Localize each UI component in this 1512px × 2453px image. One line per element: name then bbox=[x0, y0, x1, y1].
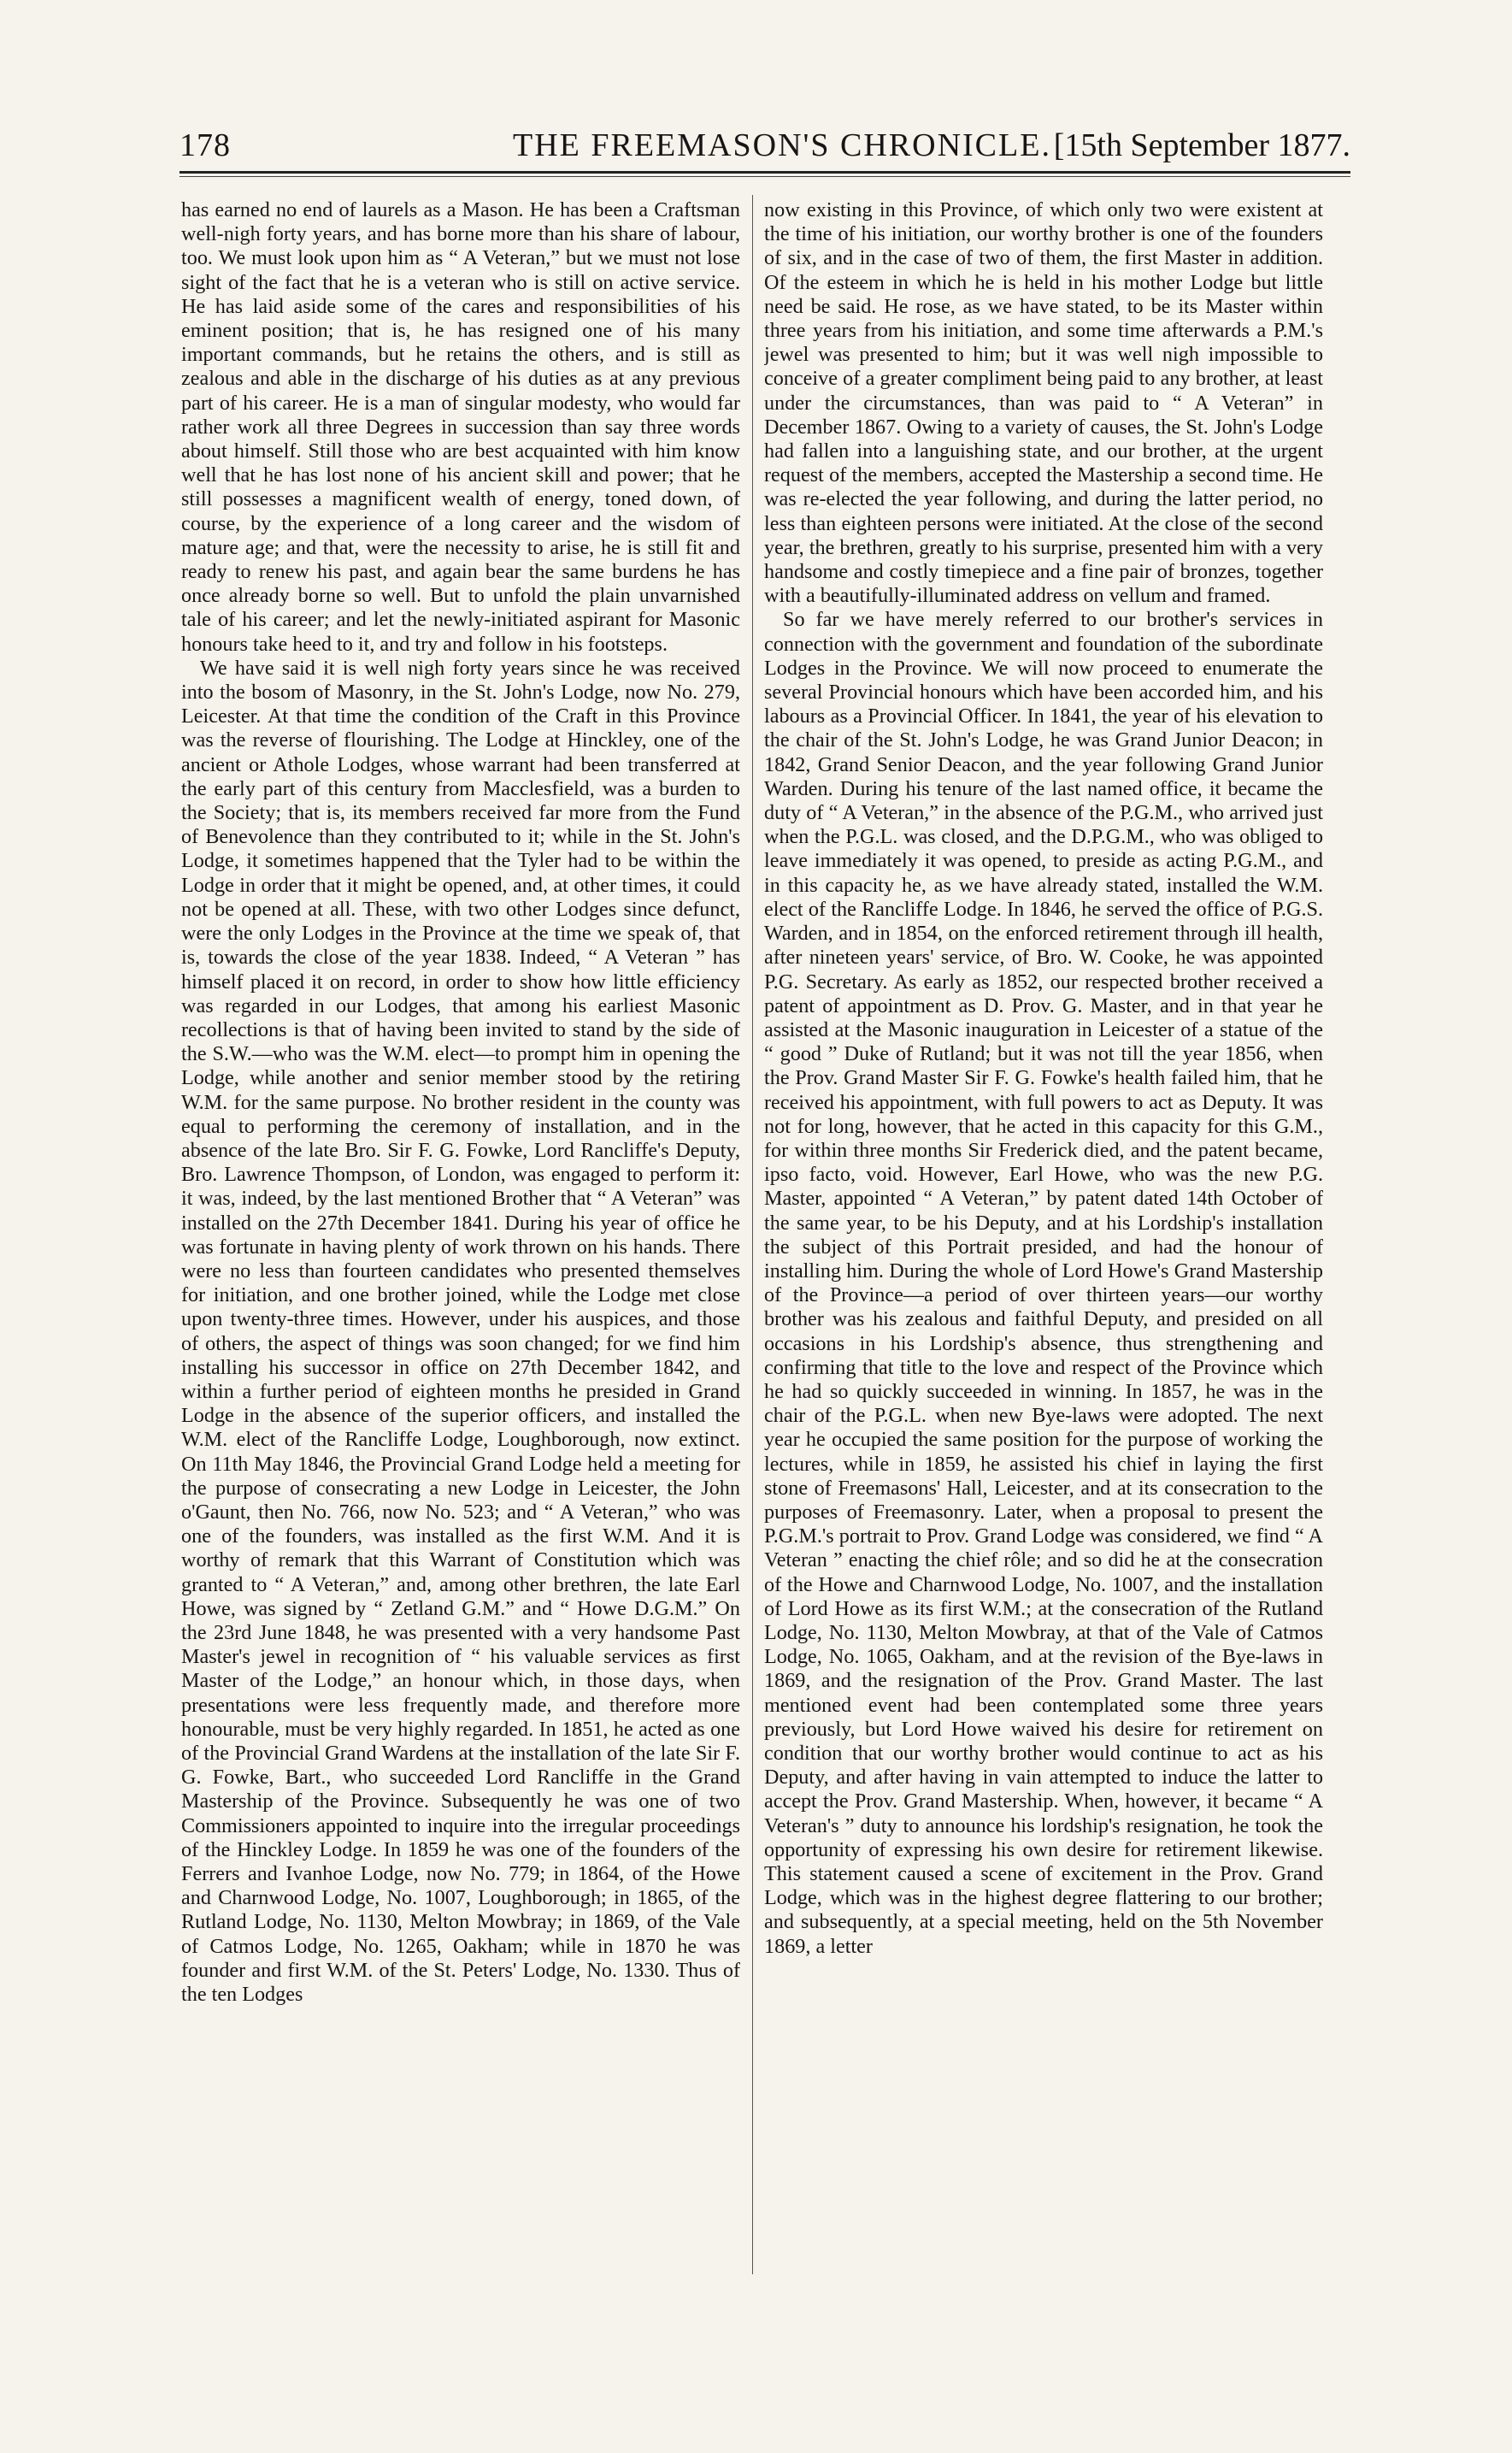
right-paragraph-1: now existing in this Province, of which only two were existent at the time of his initiation, our worthy brother is one of the founders of six, and in the case of two of them, the first Master in addition. Of the esteem in which he is held in his mother Lodge but little need be said. He rose, as we have stated, to be its Master within three years from his initiation, and some time afterwards a P.M.'s jewel was presented to him; but it was well nigh impossible to conceive of a greater compliment being paid to any brother, at least under the circumstances, than was paid to “ A Veteran” in December 1867. Owing to a variety of causes, the St. John's Lodge had fallen into a languishing state, and our brother, at the urgent request of the members, accepted the Mastership a second time. He was re-elected the year following, and during the latter period, no less than eighteen persons were initiated. At the close of the second year, the brethren, greatly to his surprise, presented him with a very handsome and costly timepiece and a fine pair of bronzes, together with a beautifully-illuminated address on vellum and framed. bbox=[764, 198, 1323, 608]
right-column bbox=[764, 198, 1323, 2267]
left-paragraph-1: has earned no end of laurels as a Mason. He has been a Craftsman well-nigh forty years, and has borne more than his share of labour, too. We must look upon him as “ A Veteran,” but we must not lose sight of the fact that he is a veteran who is still on active service. He has laid aside some of the cares and responsibilities of his eminent position; that is, he has resigned one of his many important commands, but he retains the others, and is still as zealous and able in the discharge of his duties as at any previous part of his career. He is a man of singular modesty, who would far rather work all three Degrees in succession than say three words about himself. Still those who are best acquainted with him know well that he has lost none of his ancient skill and power; that he still possesses a magnificent wealth of energy, toned down, of course, by the experience of a long career and the wisdom of mature age; and that, were the necessity to arise, he is still fit and ready to renew his past, and again bear the same burdens he has once already borne so well. But to unfold the plain unvarnished tale of his career; and let the newly-initiated aspirant for Masonic honours take heed to it, and try and follow in his footsteps. bbox=[181, 198, 740, 656]
page-number: 178 bbox=[179, 127, 231, 163]
page-header bbox=[179, 125, 1350, 166]
masthead-title: THE FREEMASON'S CHRONICLE. bbox=[513, 127, 1051, 163]
header-rule bbox=[179, 171, 1350, 174]
header-rule-thin bbox=[179, 176, 1350, 177]
right-paragraph-2: So far we have merely referred to our brother's services in connection with the government and foundation of the subordinate Lodges in the Province. We will now proceed to enumerate the several Provincial honours which have been accorded him, and his labours as a Provincial Officer. In 1841, the year of his elevation to the chair of the St. John's Lodge, he was Grand Junior Deacon; in 1842, Grand Senior Deacon, and the year following Grand Junior Warden. During his tenure of the last named office, it became the duty of “ A Veteran,” in the absence of the P.G.M., who arrived just when the P.G.L. was closed, and the D.P.G.M., who was obliged to leave immediately it was opened, to preside as acting P.G.M., and in this capacity he, as we have already stated, installed the W.M. elect of the Rancliffe Lodge. In 1846, he served the office of P.G.S. Warden, and in 1854, on the enforced retirement through ill health, after nineteen years' service, of Bro. W. Cooke, he was appointed P.G. Secretary. As early as 1852, our respected brother received a patent of appointment as D. Prov. G. Master, and in that year he assisted at the Masonic inauguration in Leicester of a statue of the “ good ” Duke of Rutland; but it was not till the year 1856, when the Prov. Grand Master Sir F. G. Fowke's health failed him, that he received his appointment, with full powers to act as Deputy. It was not for long, however, that he acted in this capacity for this G.M., for within three months Sir Frederick died, and the patent became, ipso facto, void. However, Earl Howe, who was the new P.G. Master, appointed “ A Veteran,” by patent dated 14th October of the same year, to be his Deputy, and at his Lordship's installation the subject of this Portrait presided, and had the honour of installing him. During the whole of Lord Howe's Grand Mastership of the Province—a period of over thirteen years—our worthy brother was his zealous and faithful Deputy, and presided on all occasions in his Lordship's absence, thus strengthening and confirming that title to the love and respect of the Province which he had so quickly succeeded in winning. In 1857, he was in the chair of the P.G.L. when new Bye-laws were adopted. The next year he occupied the same position for the purpose of working the lectures, while in 1859, he assisted his chief in laying the first stone of Freemasons' Hall, Leicester, and at its consecration to the purposes of Freemasonry. Later, when a proposal to present the P.G.M.'s portrait to Prov. Grand Lodge was considered, we find “ A Veteran ” enacting the chief rôle; and so did he at the consecration of the Howe and Charnwood Lodge, No. 1007, and the installation of Lord Howe as its first W.M.; at the consecration of the Rutland Lodge, No. 1130, Melton Mowbray, at that of the Vale of Catmos Lodge, No. 1065, Oakham, and at the revision of the Bye-laws in 1869, and the resignation of the Prov. Grand Master. The last mentioned event had been contemplated some three years previously, but Lord Howe waived his desire for retirement on condition that our worthy brother would continue to act as his Deputy, and after having in vain attempted to induce the latter to accept the Prov. Grand Mastership. When, however, it became “ A Veteran's ” duty to announce his lordship's resignation, he took the opportunity of expressing his own desire for retirement likewise. This statement caused a scene of excitement in the Prov. Grand Lodge, which was in the highest degree flattering to our brother; and subsequently, at a special meeting, held on the 5th November 1869, a letter bbox=[764, 608, 1323, 1958]
issue-date: [15th September 1877. bbox=[1053, 127, 1350, 163]
left-paragraph-2: We have said it is well nigh forty years since he was received into the bosom of Masonry, in the St. John's Lodge, now No. 279, Leicester. At that time the condition of the Craft in this Province was the reverse of flourishing. The Lodge at Hinckley, one of the ancient or Athole Lodges, whose warrant had been transferred at the early part of this century from Macclesfield, was a burden to the Society; that is, its members received far more from the Fund of Benevolence than they contributed to it; while in the St. John's Lodge, it sometimes happened that the Tyler had to be within the Lodge in order that it might be opened, and, at other times, it could not be opened at all. These, with two other Lodges since defunct, were the only Lodges in the Province at the time we speak of, that is, towards the close of the year 1838. Indeed, “ A Veteran ” has himself placed it on record, in order to show how little efficiency was regarded in our Lodges, that among his earliest Masonic recollections is that of having been invited to stand by the side of the S.W.—who was the W.M. elect—to prompt him in opening the Lodge, while another and senior member stood by the retiring W.M. for the same purpose. No brother resident in the county was equal to performing the ceremony of installation, and in the absence of the late Bro. Sir F. G. Fowke, Lord Rancliffe's Deputy, Bro. Lawrence Thompson, of London, was engaged to perform it: it was, indeed, by the last mentioned Brother that “ A Veteran” was installed on the 27th December 1841. During his year of office he was fortunate in having plenty of work thrown on his hands. There were no less than fourteen candidates who presented themselves for initiation, and one brother joined, while the Lodge met close upon twenty-three times. However, under his auspices, and those of others, the aspect of things was soon changed; for we find him installing his successor in office on 27th December 1842, and within a further period of eighteen months he presided in Grand Lodge in the absence of the superior officers, and installed the W.M. elect of the Rancliffe Lodge, Loughborough, now extinct. On 11th May 1846, the Provincial Grand Lodge held a meeting for the purpose of consecrating a new Lodge in Leicester, the John o'Gaunt, then No. 766, now No. 523; and “ A Veteran,” who was one of the founders, was installed as the first W.M. And it is worthy of remark that this Warrant of Constitution which was granted to “ A Veteran,” and, among other brethren, the late Earl Howe, was signed by “ Zetland G.M.” and “ Howe D.G.M.” On the 23rd June 1848, he was presented with a very handsome Past Master's jewel in recognition of “ his valuable services as first Master of the Lodge,” an honour which, in those days, when presentations were less frequently made, and therefore more honourable, must be very highly regarded. In 1851, he acted as one of the Provincial Grand Wardens at the installation of the late Sir F. G. Fowke, Bart., who succeeded Lord Rancliffe in the Grand Mastership of the Province. Subsequently he was one of two Commissioners appointed to inquire into the irregular proceedings of the Hinckley Lodge. In 1859 he was one of the founders of the Ferrers and Ivanhoe Lodge, now No. 779; in 1864, of the Howe and Charnwood Lodge, No. 1007, Loughborough; in 1865, of the Rutland Lodge, No. 1130, Melton Mowbray; in 1869, of the Vale of Catmos Lodge, No. 1265, Oakham; while in 1870 he was founder and first W.M. of the St. Peters' Lodge, No. 1330. Thus of the ten Lodges bbox=[181, 656, 740, 2007]
column-divider bbox=[752, 195, 753, 2274]
left-column bbox=[181, 198, 740, 2267]
